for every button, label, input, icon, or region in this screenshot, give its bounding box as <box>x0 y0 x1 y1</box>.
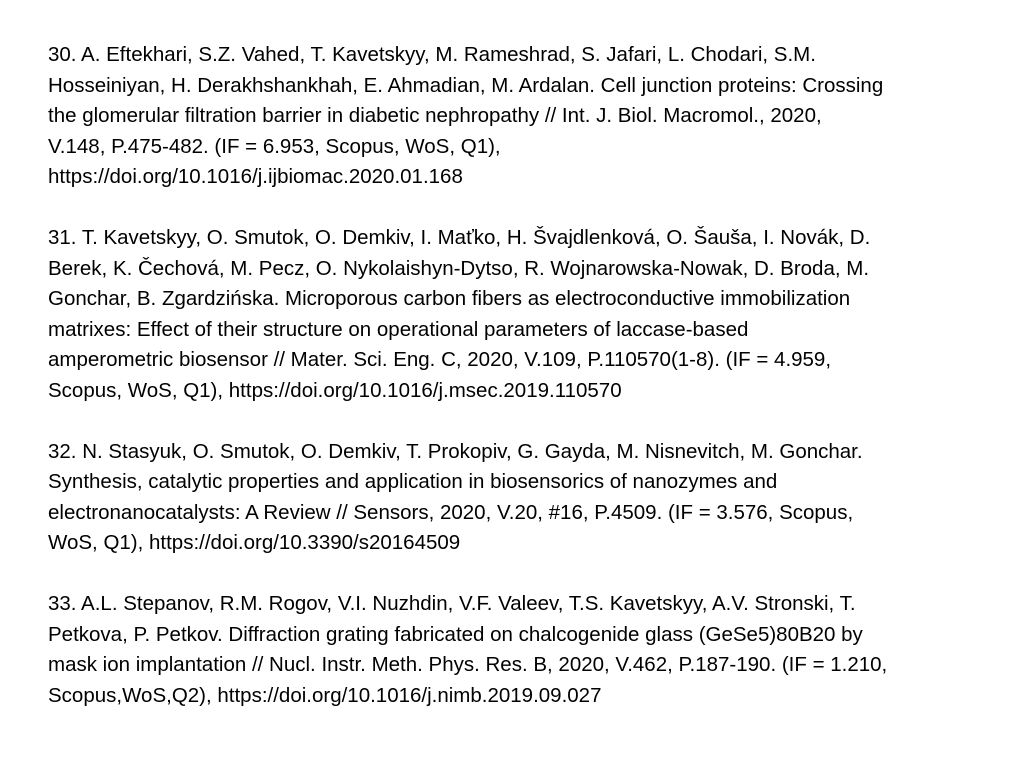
reference-line: 31. T. Kavetskyy, O. Smutok, O. Demkiv, I. Maťko, H. Švajdlenková, O. Šauša, I. Novák, D. <box>48 226 871 249</box>
reference-line: 30. A. Eftekhari, S.Z. Vahed, T. Kavetskyy, M. Rameshrad, S. Jafari, L. Chodari, S.M. <box>48 43 816 66</box>
reference-line: V.148, P.475-482. (IF = 6.953, Scopus, WoS, Q1), <box>48 134 501 158</box>
reference-line: 33. A.L. Stepanov, R.M. Rogov, V.I. Nuzhdin, V.F. Valeev, T.S. Kavetskyy, A.V. Stronski, T. <box>48 592 856 615</box>
reference-line: Scopus, WoS, Q1), https://doi.org/10.1016/j.msec.2019.110570 <box>48 378 622 402</box>
reference-33 <box>48 589 1003 711</box>
reference-line: the glomerular filtration barrier in diabetic nephropathy // Int. J. Biol. Macromol., 2020, <box>48 104 822 127</box>
reference-line: Gonchar, B. Zgardzińska. Microporous carbon fibers as electroconductive immobilization <box>48 287 851 310</box>
reference-line: Hosseiniyan, H. Derakhshankhah, E. Ahmadian, M. Ardalan. Cell junction proteins: Crossing <box>48 73 884 97</box>
reference-line: Synthesis, catalytic properties and application in biosensorics of nanozymes and <box>48 470 778 493</box>
reference-line: WoS, Q1), https://doi.org/10.3390/s20164509 <box>48 531 461 554</box>
reference-line: Petkova, P. Petkov. Diffraction grating fabricated on chalcogenide glass (GeSe5)80B20 by <box>48 622 863 646</box>
reference-line: electronanocatalysts: A Review // Sensors, 2020, V.20, #16, P.4509. (IF = 3.576, Scopus, <box>48 500 854 524</box>
reference-line: https://doi.org/10.1016/j.ijbiomac.2020.01.168 <box>48 165 463 188</box>
reference-30 <box>48 40 1003 193</box>
paragraph-gap <box>48 193 1003 224</box>
reference-line: 32. N. Stasyuk, O. Smutok, O. Demkiv, T. Prokopiv, G. Gayda, M. Nisnevitch, M. Gonchar. <box>48 439 863 463</box>
reference-line: amperometric biosensor // Mater. Sci. Eng. C, 2020, V.109, P.110570(1-8). (IF = 4.959, <box>48 348 832 371</box>
reference-line: Berek, K. Čechová, M. Pecz, O. Nykolaishyn-Dytso, R. Wojnarowska-Nowak, D. Broda, M. <box>48 256 870 280</box>
reference-line: mask ion implantation // Nucl. Instr. Meth. Phys. Res. B, 2020, V.462, P.187-190. (IF = 1.210, <box>48 653 888 676</box>
reference-31 <box>48 223 1003 406</box>
paragraph-gap <box>48 406 1003 437</box>
paragraph-gap <box>48 559 1003 590</box>
reference-line: Scopus,WoS,Q2), https://doi.org/10.1016/j.nimb.2019.09.027 <box>48 683 602 707</box>
reference-line: matrixes: Effect of their structure on operational parameters of laccase-based <box>48 317 749 341</box>
reference-list <box>48 40 1003 711</box>
reference-32 <box>48 437 1003 559</box>
